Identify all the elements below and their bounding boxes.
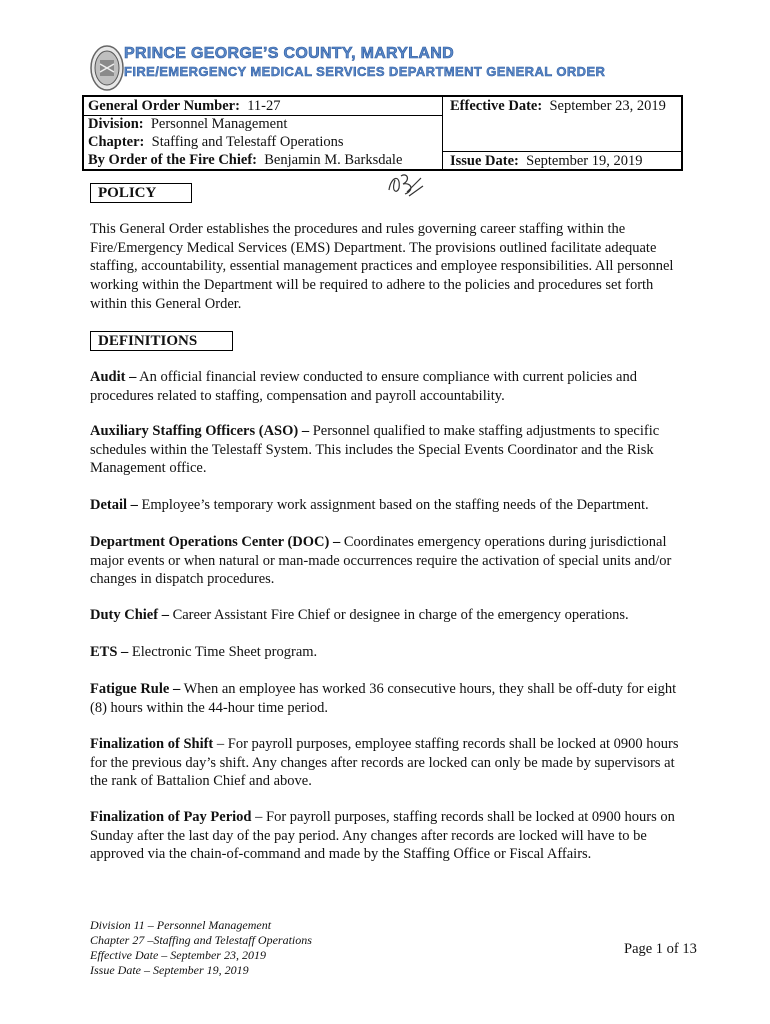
effective-date: Effective Date: September 23, 2019 [450,98,666,114]
general-order-number: General Order Number: 11-27 [88,98,281,114]
definition-ets: ETS – Electronic Time Sheet program. [90,644,318,660]
county-seal-icon [90,44,124,92]
general-order-info-table [82,95,683,171]
definition-audit: Audit – An official financial review conducted to ensure compliance with current policies and procedures related to staffing, compensation and payroll accountability. [90,369,637,404]
definition-finalization-pay-period: Finalization of Pay Period – For payroll purposes, staffing records shall be locked at 0900 hours on Sunday after the last day of the pay period. Any changes after records are locked will have to be approved via the chain-of-command and made by the Staffing Office or Fiscal Affairs. [90,809,675,863]
footer-chapter: Chapter 27 –Staffing and Telestaff Operations [90,933,312,947]
definition-detail: Detail – Employee’s temporary work assignment based on the staffing needs of the Department. [90,497,649,513]
footer-division: Division 11 – Personnel Management [90,918,272,932]
definition-fatigue-rule: Fatigue Rule – When an employee has worked 36 consecutive hours, they shall be off-duty for eight (8) hours within the 44-hour time period. [90,681,677,716]
definition-duty-chief: Duty Chief – Career Assistant Fire Chief or designee in charge of the emergency operations. [90,607,629,623]
policy-text: This General Order establishes the procedures and rules governing career staffing within the Fire/Emergency Medical Services (EMS) Department. The provisions outlined facilitate adequate staffing, accountability, essential management practices and employee responsibilities. All personnel working within the Department will be required to adhere to the policies and procedures set forth within this General Order. [90,221,674,312]
header-department: FIRE/EMERGENCY MEDICAL SERVICES DEPARTMENT GENERAL ORDER [124,64,606,79]
footer-effective-date: Effective Date – September 23, 2019 [90,948,266,962]
header-county: PRINCE GEORGE’S COUNTY, MARYLAND [124,45,454,62]
by-order-of: By Order of the Fire Chief: Benjamin M. Barksdale [88,152,403,168]
footer [90,918,312,978]
signature-icon [385,168,425,198]
definition-aso: Auxiliary Staffing Officers (ASO) – Personnel qualified to make staffing adjustments to specific schedules within the Telestaff System. This includes the Special Events Coordinator and the Risk Management office. [90,423,660,477]
page-number: Page 1 of 13 [624,941,697,957]
chapter: Chapter: Staffing and Telestaff Operations [88,134,344,150]
division: Division: Personnel Management [88,116,288,132]
definition-doc: Department Operations Center (DOC) – Coordinates emergency operations during jurisdictional major events or when natural or man-made occurrences require the activation of special units and/or changes in dispatch procedures. [90,534,672,588]
definitions-heading: DEFINITIONS [90,331,233,351]
footer-issue-date: Issue Date – September 19, 2019 [90,963,249,977]
issue-date: Issue Date: September 19, 2019 [450,153,643,169]
policy-heading: POLICY [90,183,192,203]
definition-finalization-shift: Finalization of Shift – For payroll purposes, employee staffing records shall be locked at 0900 hours for the previous day’s shift. Any changes after records are locked can only be made by supervisors at the rank of Battalion Chief and above. [90,736,679,790]
